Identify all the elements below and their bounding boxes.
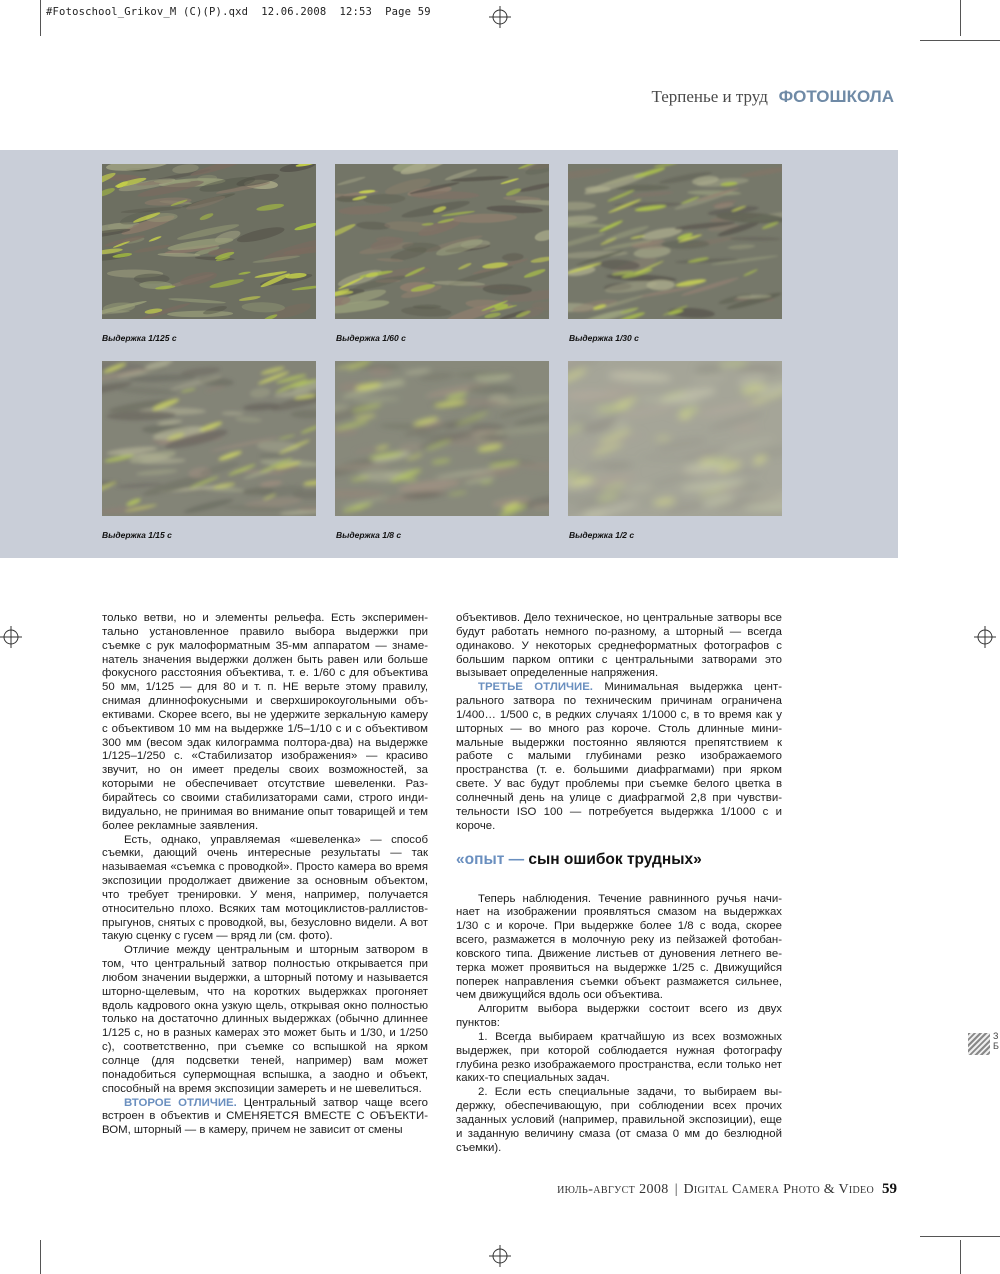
section-tab-marker <box>968 1033 990 1055</box>
page-footer <box>557 1181 897 1198</box>
paragraph: Теперь наблюдения. Течение равнинного ручья начинает на изображении проявляться смазом на выдержках 1/30 с и короче. При выдержке более 1/8 с вода, скорее всего, размажется в молочную реку из пейзажей фотобанковского типа. Движение листьев от дуновения летнего ветерка может проявиться на выдержке 1/25 с. Движущийся поперек направления съемки объект размажется сильнее, чем движущийся вдоль оси объектива. <box>456 892 782 1002</box>
crop-mark <box>40 1240 41 1274</box>
photo-caption: Выдержка 1/60 с <box>336 333 406 343</box>
registration-mark-icon <box>0 626 22 648</box>
subheading-quote: «опыт — <box>456 850 525 868</box>
paragraph-lead: ВТОРОЕ ОТЛИЧИЕ. <box>124 1096 237 1109</box>
paragraph-body: Минимальная выдержка центрального затвора по техническим причинам ограничена 1/400… 1/500 с, в редких случаях 1/1000 с, в то время как у шторных — во много раз короче. Столь длинные минимальные выдержки постоянно являются препятствием к работе с малыми глубинами резко изображаемого пространства (т. е. большими диафрагмами) при ярком свете. У вас будут проблемы при съемке белого цветка в солнечный день на улице с диафрагмой 2,8 при чувствительности ISO 100 — потребуется выдержка 1/1000 с и короче. <box>456 681 782 832</box>
paragraph <box>456 681 782 833</box>
paragraph: Алгоритм выбора выдержки состоит всего из двух пунктов: <box>456 1003 782 1030</box>
subheading-rest: сын ошибок трудных» <box>524 850 702 868</box>
paragraph: только ветви, но и элементы рельефа. Есть экспериментально установленное правило выбора выдержки при съемке с рук малоформатным 35-мм аппаратом — знаменатель значения выдержки должен быть равен или больше фокусного расстояния объектива, т. е. 1/60 с для объектива 50 мм, 1/125 — для 80 и т. п. НЕ верьте этому правилу, снимая длиннофокусными и сверхширокоугольными объективами. Скорее всего, вы не удержите зеркальную камеру с объективом 10 мм на выдержке 1/5–1/10 с и с объективом 300 мм (весом эдак килограмма полтора-два) на выдержке 1/125–1/250 с. «Стабилизатор изображения» — красиво звучит, но он имеет пределы своих возможностей, за которыми не обеспечивает отсутствие шевеленки. Разбирайтесь со своими стабилизаторами сами, строго индивидуально, не принимая во внимание опыт товарищей и тем более рекламные заявления. <box>102 612 428 832</box>
footer-magazine: Digital Camera Photo & Video <box>683 1182 874 1197</box>
photo-caption: Выдержка 1/2 с <box>569 530 635 540</box>
registration-mark-icon <box>489 1245 511 1267</box>
photo-caption: Выдержка 1/30 с <box>569 333 639 343</box>
photo-caption: Выдержка 1/125 с <box>102 333 177 343</box>
photo-water-3 <box>568 164 782 319</box>
photo-gallery <box>0 150 898 558</box>
crop-mark <box>960 1240 961 1274</box>
paragraph-lead: ТРЕТЬЕ ОТЛИЧИЕ. <box>478 681 593 694</box>
section-tab-glyphs: З Б <box>993 1031 999 1051</box>
crop-mark <box>40 0 41 36</box>
running-head-topic: Терпенье и труд <box>651 87 768 106</box>
registration-mark-icon <box>489 6 511 28</box>
footer-separator: | <box>674 1182 678 1197</box>
photo-water-6 <box>568 361 782 516</box>
article-column-right <box>456 612 782 1156</box>
paragraph: Отличие между центральным и шторным затвором в том, что центральный затвор полностью открывается при любом значении выдержки, а шторный потому и называется шторно-щелевым, что на коротких выдержках прогоняет вдоль кадрового окна узкую щель, открывая окно полностью только на достаточно длинных выдержках (обычно длиннее 1/125 с, но в разных камерах это может быть и 1/30, и 1/250 с), соответственно, при съемке со вспышкой на ярком солнце (для подсветки теней, например) вам может понадобиться супермощная вспышка, а заодно и объект, способный на время экспозиции замереть и не шевелиться. <box>102 944 428 1095</box>
paragraph: 1. Всегда выбираем кратчайшую из всех возможных выдержек, при которой соблюдается нужная фотографу глубина резко изображаемого пространства, если только нет каких-то специальных задач. <box>456 1030 782 1085</box>
running-head <box>651 87 894 107</box>
crop-mark <box>920 40 1000 41</box>
crop-mark <box>920 1236 1000 1237</box>
photo-water-4 <box>102 361 316 516</box>
paragraph: объективов. Дело техническое, но центральные затворы все будут работать немного по-разному, а шторный — всегда одинаково. У некоторых среднеформатных фотографов с большим парком оптики с центральными затворами это вызывает определенные напряжения. <box>456 612 782 680</box>
crop-mark <box>960 0 961 36</box>
paragraph <box>102 1097 428 1139</box>
paragraph: Есть, однако, управляемая «шевеленка» — способ съемки, дающий очень интересные результаты — так называемая «съемка с проводкой». Просто камера во время экспозиции продолжает движение за основным объектом, что требует тренировки. У меня, например, получается относительно плохо. Всяких там мотоциклистов-раллистов-прыгунов, снятых с проводкой, вы, безусловно видели. А вот такую сценку с гусем — вряд ли (см. фото). <box>102 833 428 943</box>
section-subheading <box>456 850 782 870</box>
paragraph: 2. Если есть специальные задачи, то выбираем выдержку, обеспечивающую, при соблюдении всех прочих заданных условий (например, правильной экспозиции), еще и заданную величину смаза (от смаза 0 мм до безлюдной съемки). <box>456 1086 782 1154</box>
photo-caption: Выдержка 1/8 с <box>336 530 402 540</box>
paragraph-body: Центральный затвор чаще всего встроен в объектив и СМЕНЯЕТСЯ ВМЕСТЕ С ОБЪЕКТИВОМ, шторный — в камеру, причем не зависит от смены <box>102 1096 428 1137</box>
photo-water-5 <box>335 361 549 516</box>
photo-water-2 <box>335 164 549 319</box>
print-slug: #Fotoschool_Grikov_M (C)(P).qxd 12.06.2008 12:53 Page 59 <box>46 6 431 18</box>
footer-issue: июль-август 2008 <box>557 1182 669 1197</box>
article-column-left <box>102 612 428 1138</box>
page-number: 59 <box>882 1181 897 1197</box>
photo-water-1 <box>102 164 316 319</box>
photo-caption: Выдержка 1/15 с <box>102 530 172 540</box>
running-head-section: ФОТОШКОЛА <box>778 87 894 106</box>
registration-mark-icon <box>974 626 996 648</box>
